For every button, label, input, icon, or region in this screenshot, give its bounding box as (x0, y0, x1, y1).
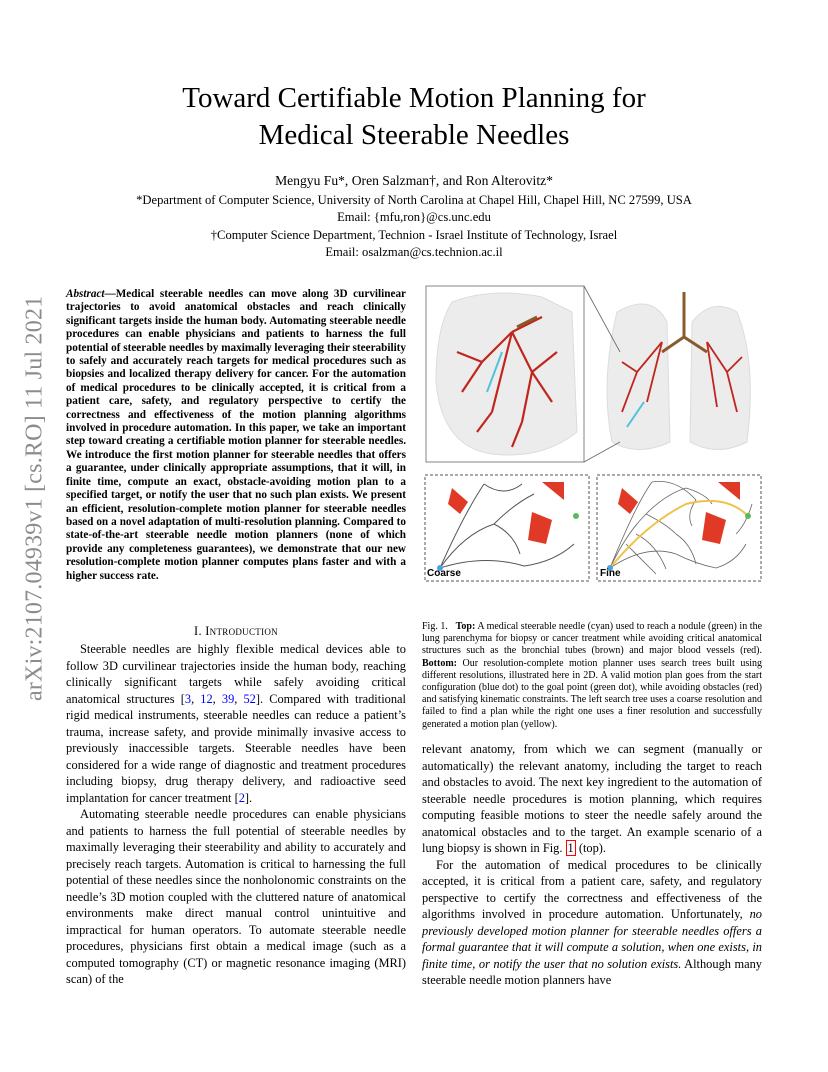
figure-1-coarse-tree (424, 474, 590, 582)
arxiv-stamp (21, 296, 49, 700)
affiliation-unc: *Department of Computer Science, University of North Carolina at Chapel Hill, Chapel Hill, NC 27599, USA (136, 193, 692, 207)
abstract-text: —Medical steerable needles can move along 3D curvilinear trajectories to avoid anatomical obstacles and reach clinically significant targets inside the human body. Automating steerable needle procedures can enable physicians and patients to harness the full potential of steerable needles by maximally leveraging their steerability to safely and accurately reach targets for medical procedures such as biopsies and localized therapy delivery for cancer. For the automation of medical procedures to be clinically accepted, it is critical from a patient care, safety, and regulatory perspective to certify the correctness and effectiveness of the motion planning algorithms involved in procedure automation. In this paper, we take an important step toward creating a certifiable motion planner for steerable needles. We introduce the first motion planner for steerable needles that offers a guarantee, under clinically appropriate assumptions, that it will, in finite time, compute an exact, obstacle-avoiding motion plan to a specified target, or notify the user that no such plan exists. We present an efficient, resolution-complete motion planner for steerable needles based on a novel adaptation of multi-resolution planning. Compared to state-of-the-art steerable needle motion planners (none of which provide any completeness guarantees), we demonstrate that our new resolution-complete motion planner computes plans faster and with a higher success rate. (66, 288, 406, 582)
text-run: For the automation of medical procedures to be clinically accepted, it is critical from a patient care, safety, and regulatory perspective to certify the correctness and effectiveness of the algorithms involved in procedure automation. Unfortunately, (422, 857, 762, 921)
caption-bottom-label: Bottom: (422, 657, 457, 669)
caption-fig-number: Fig. 1. (422, 621, 448, 632)
citation-link[interactable]: 52 (243, 691, 256, 706)
email-unc: Email: {mfu,ron}@cs.unc.edu (337, 210, 491, 225)
figure-1-caption (422, 621, 762, 731)
intro-paragraph-4 (422, 857, 762, 989)
intro-paragraph-1: Steerable needles are highly flexible medical devices able to follow 3D curvilinear trajectories inside the human body, reaching clinically significant targets while safely avoiding critical anatomical structures [3, 12, 39, 52]. Compared with traditional rigid medical instruments, steerable needles can reduce a patient’s trauma, increase safety, and provide minimally invasive access to previously inaccessible targets. Steerable needles have been considered for a wide range of diagnostic and treatment procedures including biopsy, drug therapy delivery, and radioactive seed implantation for cancer treatment [2]. (66, 642, 406, 805)
section-number: I. (194, 624, 202, 638)
section-title: Introduction (205, 624, 278, 638)
right-column-body (422, 741, 762, 989)
figure-1-fine-tree (596, 474, 762, 582)
affiliation-technion: †Computer Science Department, Technion - Israel Institute of Technology, Israel (210, 227, 618, 242)
caption-top-label: Top: (455, 621, 476, 632)
fine-label: Fine (600, 568, 621, 579)
arxiv-stamp-text: arXiv:2107.04939v1 [cs.RO] 11 Jul 2021 (21, 295, 48, 701)
paper-title (0, 80, 828, 154)
figure-1-top-lung-render (422, 282, 762, 468)
abstract (66, 288, 406, 583)
text-run: ]. (244, 790, 253, 805)
section-heading-introduction (66, 624, 406, 639)
intro-paragraph-2: Automating steerable needle procedures can enable physicians and patients to harness the full potential of steerable needles by maximally leveraging their steerability and ability to accurately and precisely reach targets. Automation is critical to harnessing the full potential of these needles since the nonholonomic constraints on the needle’s 3D motion coupled with the cluttered nature of anatomical environments make direct manual control unintuitive and impractical for human operators. To automate steerable needle procedures, physicians first obtain a medical image (such as a computed tomography (CT) or magnetic resonance imaging (MRI) scan) of the (66, 807, 406, 986)
caption-bottom-text: Our resolution-complete motion planner uses search trees built using different resolutions, illustrated here in 2D. A valid motion plan goes from the start configuration (blue dot) to the goal point (green dot), while avoiding obstacles (red) and satisfying kinematic constraints. The left search tree uses a coarse resolution and failed to find a plan while the right one uses a finer resolution and successfully generated a motion plan (yellow). (422, 657, 762, 730)
citation-link[interactable]: 12 (200, 691, 213, 706)
citation-link[interactable]: 3 (184, 691, 192, 706)
figure-reference-link[interactable]: 1 (567, 841, 574, 855)
affiliations (0, 192, 828, 262)
coarse-label: Coarse (427, 568, 461, 579)
title-line-2: Medical Steerable Needles (258, 119, 570, 151)
text-run: (top). (575, 841, 607, 855)
email-technion: Email: osalzman@cs.technion.ac.il (325, 245, 503, 260)
citation-link[interactable]: 2 (238, 790, 245, 805)
emphasized-text: no previously developed motion planner for steerable needles offers a formal guarantee that it will compute a solution, when one exists, in finite time, or notify the user that no solution exists. (422, 907, 762, 971)
text-run: Steerable needles are highly flexible medical devices able to follow 3D curvilinear trajectories inside the human body, reaching clinically significant targets while safely avoiding critical anatomical structures [ (66, 642, 406, 706)
caption-top-text: A medical steerable needle (cyan) used to reach a nodule (green) in the lung parenchyma for biopsy or cancer treatment while avoiding critical anatomical structures such as the bronchial tubes (brown) and major blood vessels (red). (422, 621, 763, 657)
title-line-1: Toward Certifiable Motion Planning for (182, 82, 646, 114)
text-run: relevant anatomy, from which we can segment (manually or automatically) the relevant anatomy, including the target to reach and obstacles to avoid. The next key ingredient to the automation of steerable needle procedures is motion planning, which requires computing feasible motions to steer the needle safely around the anatomical obstacles and to the target. An example scenario of a lung biopsy is shown in Fig. (422, 742, 762, 855)
text-run: ]. Compared with traditional rigid medical instruments, steerable needles can reduce a patient’s trauma, increase safety, and provide minimally invasive access to previously inaccessible targets. Steerable needles have been considered for a wide range of diagnostic and treatment procedures including biopsy, drug therapy delivery, and radioactive seed implantation for cancer treatment [ (66, 691, 406, 805)
left-column-body (66, 641, 406, 988)
author-list: Mengyu Fu*, Oren Salzman†, and Ron Alterovitz* (275, 173, 553, 188)
text-run: Although many steerable needle motion planners have (422, 956, 762, 987)
citation-link[interactable]: 39 (221, 691, 235, 706)
intro-paragraph-3 (422, 741, 762, 857)
abstract-label: Abstract (66, 288, 105, 300)
